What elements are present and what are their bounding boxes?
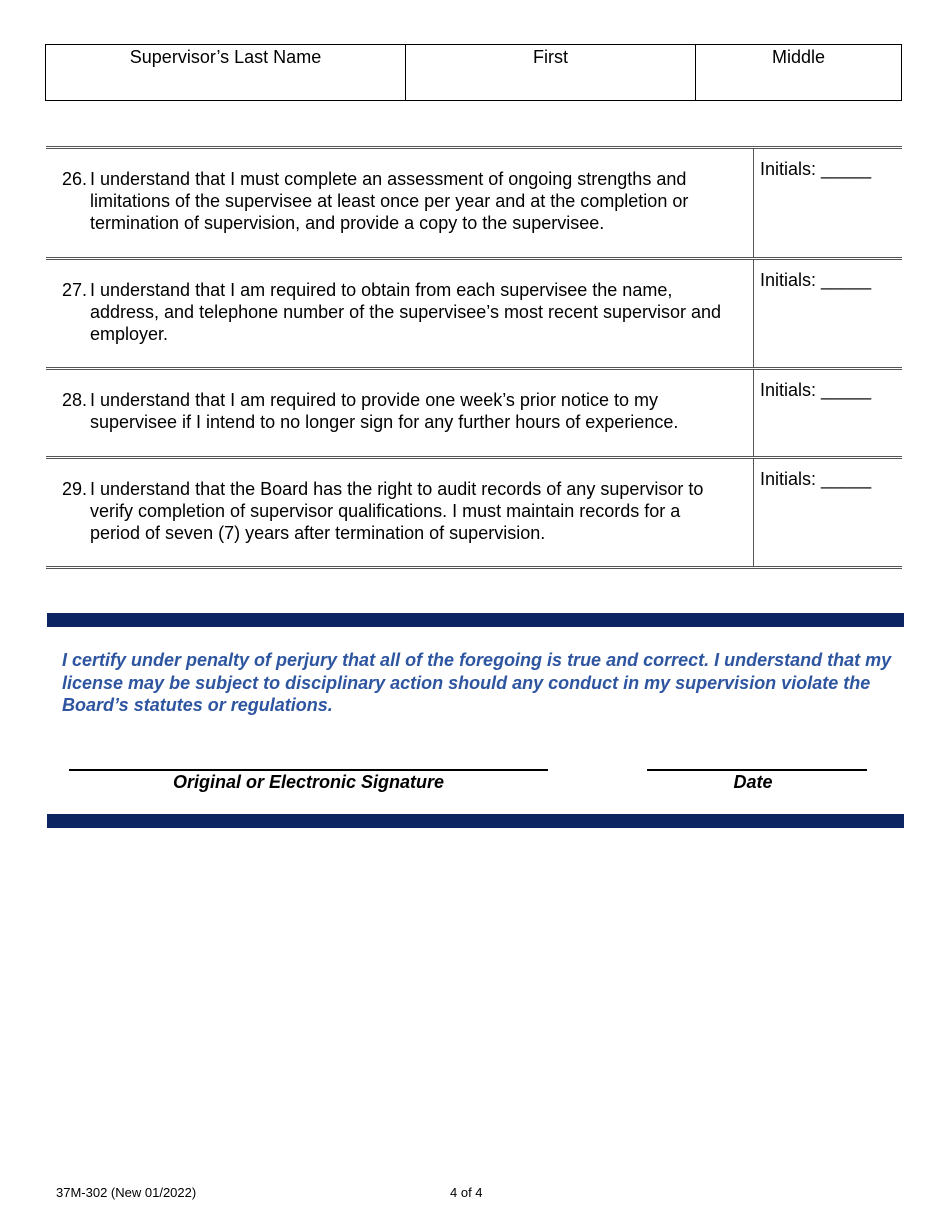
signature-line[interactable] [69,769,548,771]
date-label: Date [733,772,773,792]
middle-name-cell[interactable] [696,45,902,101]
signature-label: Original or Electronic Signature [172,772,445,792]
item-text: I understand that I must complete an assessment of ongoing strengths and limitations of the supervisee at least once per year and at the completion or termination of supervision, and provide a copy to the supervisee. [90,169,689,233]
acknowledgement-item-29 [46,456,902,569]
item-statement [46,370,754,456]
item-statement [46,459,754,566]
item-text: I understand that the Board has the right to audit records of any supervisor to verify completion of supervisor qualifications. I must maintain records for a period of seven (7) years after termination of supervision. [90,479,704,543]
item-statement [46,149,754,257]
item-statement [46,260,754,367]
initials-field[interactable]: Initials: _____ [760,270,872,290]
acknowledgement-list [46,146,902,569]
middle-name-label: Middle [771,47,826,67]
item-number: 29. [62,479,88,499]
last-name-cell[interactable] [46,45,406,101]
certification-statement: I certify under penalty of perjury that all of the foregoing is true and correct. I understand that my license may be subject to disciplinary action should any conduct in my supervision violate the Board’s statutes or regulations. [62,650,892,715]
acknowledgement-item-28 [46,367,902,456]
bottom-divider-bar [47,814,904,828]
first-name-cell[interactable] [406,45,696,101]
form-id: 37M-302 (New 01/2022) [56,1185,197,1200]
item-text: I understand that I am required to provide one week’s prior notice to my supervisee if I intend to no longer sign for any further hours of experience. [90,390,679,432]
item-text: I understand that I am required to obtain from each supervisee the name, address, and telephone number of the supervisee’s most recent supervisor and employer. [90,280,722,344]
first-name-label: First [533,47,568,67]
page-number: 4 of 4 [450,1185,483,1200]
date-line[interactable] [647,769,867,771]
item-number: 26. [62,169,88,189]
last-name-label: Supervisor’s Last Name [129,47,322,67]
top-divider-bar [47,613,904,627]
acknowledgement-item-27 [46,257,902,367]
item-number: 27. [62,280,88,300]
supervisor-name-table [45,44,902,101]
initials-field[interactable]: Initials: _____ [760,469,872,489]
acknowledgement-item-26 [46,146,902,257]
initials-field[interactable]: Initials: _____ [760,159,872,179]
initials-field[interactable]: Initials: _____ [760,380,872,400]
item-number: 28. [62,390,88,410]
